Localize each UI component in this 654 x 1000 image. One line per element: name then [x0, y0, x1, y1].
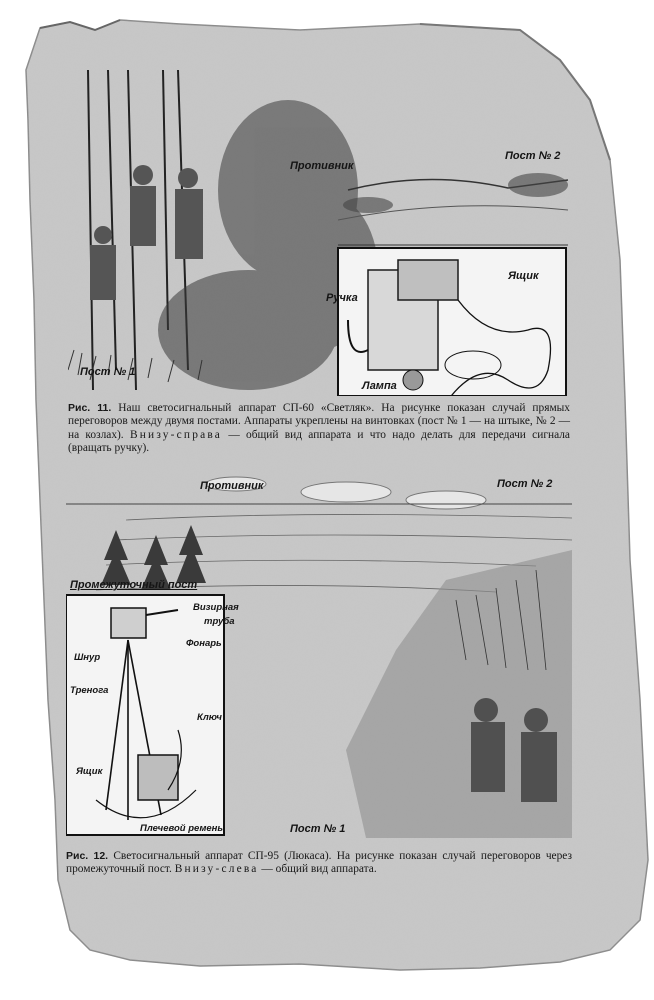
- fig11-label-handle: Ручка: [326, 292, 358, 304]
- fig12-label-key: Ключ: [197, 712, 222, 723]
- fig12-label-cord: Шнур: [74, 652, 101, 663]
- fig12-label-post1: Пост № 1: [290, 823, 346, 835]
- fig12-caption-text2: — общий вид аппарата.: [258, 863, 377, 876]
- fig12-label-post2: Пост № 2: [497, 478, 553, 490]
- fig12-label-enemy: Противник: [200, 480, 264, 492]
- fig11-label-post1: Пост № 1: [80, 366, 136, 378]
- fig11-number: Рис. 11.: [68, 402, 112, 414]
- fig12-label-lantern: Фонарь: [186, 638, 222, 649]
- figure-11-illustration: [68, 70, 568, 396]
- fig11-label-box: Ящик: [508, 270, 539, 282]
- fig11-caption-text2: — общий вид аппарата и что надо делать для передачи сигнала (вращать ручку).: [68, 428, 570, 455]
- fig12-label-strap: Плечевой ремень: [140, 823, 224, 834]
- fig11-caption-spaced: Внизу-справа: [129, 428, 223, 441]
- fig12-number: Рис. 12.: [66, 850, 109, 862]
- fig12-label-sight-tube-1: Визирная: [193, 602, 239, 613]
- fig11-label-post2: Пост № 2: [505, 150, 561, 162]
- fig11-label-enemy: Противник: [290, 160, 354, 172]
- figure-12-caption: [66, 850, 572, 877]
- figure-12-illustration: [66, 470, 572, 838]
- fig12-caption-spaced: Внизу-слева: [174, 863, 259, 876]
- fig12-label-sight-tube-2: труба: [204, 616, 235, 627]
- fig12-caption-text1: Светосигнальный аппарат СП-95 (Люкаса). На рисунке показан случай переговоров через промежуточный пост.: [66, 850, 572, 876]
- fig11-label-lamp: Лампа: [362, 380, 397, 392]
- fig12-label-box: Ящик: [76, 766, 103, 777]
- figure-11-caption: [68, 402, 570, 456]
- fig12-label-intermediate-post: Промежуточный пост: [70, 579, 198, 591]
- fig12-label-tripod: Тренога: [70, 685, 109, 696]
- fig11-caption-text1: Наш светосигнальный аппарат СП-60 «Светляк». На рисунке показан случай прямых переговоров между двумя постами. Аппараты укреплены на винтовках (пост № 1 — на штыке, № 2 — на козлах).: [68, 402, 571, 441]
